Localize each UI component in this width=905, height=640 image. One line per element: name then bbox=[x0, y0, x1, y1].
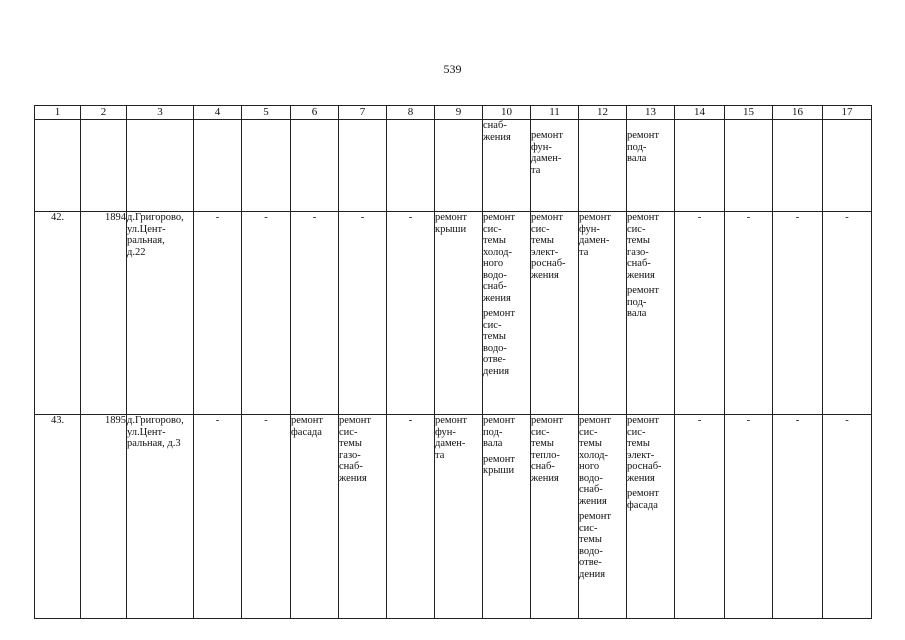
row-number: 42. bbox=[35, 212, 81, 415]
text-line: тепло- bbox=[531, 449, 560, 461]
text-line: роснаб- bbox=[531, 258, 566, 269]
text-line: фун- bbox=[579, 223, 600, 235]
table-cell bbox=[291, 120, 339, 212]
work-entry bbox=[435, 415, 482, 461]
table-cell bbox=[339, 120, 387, 212]
text-line: под- bbox=[627, 296, 647, 308]
work-entry bbox=[435, 212, 482, 235]
work-entry bbox=[627, 212, 674, 281]
text-line: снаб- bbox=[531, 461, 555, 472]
work-cell bbox=[435, 415, 483, 619]
table-cell bbox=[725, 120, 773, 212]
text-line: темы bbox=[531, 438, 554, 449]
empty-dash: - bbox=[291, 212, 339, 415]
text-line: сис- bbox=[483, 223, 502, 235]
text-line: жения bbox=[579, 495, 607, 507]
text-line: дамен- bbox=[531, 153, 562, 164]
text-line: сис- bbox=[627, 426, 646, 438]
header-cell: 7 bbox=[339, 106, 387, 120]
header-cell: 2 bbox=[81, 106, 127, 120]
text-line: дения bbox=[579, 568, 606, 580]
text-line: жения bbox=[483, 131, 511, 143]
text-line: сис- bbox=[483, 319, 502, 331]
text-line: ного bbox=[579, 461, 600, 472]
repair-schedule-table bbox=[34, 105, 872, 619]
text-line: элект- bbox=[627, 449, 655, 461]
text-line: под- bbox=[483, 426, 503, 438]
text-line: крыши bbox=[435, 223, 467, 235]
empty-dash: - bbox=[387, 212, 435, 415]
text-line: дамен- bbox=[435, 438, 466, 449]
work-entry bbox=[339, 415, 386, 484]
header-cell: 13 bbox=[627, 106, 675, 120]
text-line: жения bbox=[627, 269, 655, 281]
header-cell: 14 bbox=[675, 106, 725, 120]
empty-dash: - bbox=[823, 212, 872, 415]
text-line: снаб- bbox=[579, 484, 603, 495]
text-line: жения bbox=[531, 472, 559, 484]
address-line: ральная, д.3 bbox=[127, 438, 181, 449]
text-line: сис- bbox=[579, 522, 598, 534]
text-line: снаб- bbox=[483, 281, 507, 292]
page-number: 539 bbox=[443, 62, 462, 76]
table-cell bbox=[823, 120, 872, 212]
work-cell bbox=[483, 415, 531, 619]
text-line: сис- bbox=[531, 223, 550, 235]
address-line: д.Григорово, bbox=[127, 212, 184, 223]
header-row bbox=[35, 106, 872, 120]
header-cell: 17 bbox=[823, 106, 872, 120]
text-line: жения bbox=[339, 472, 367, 484]
table-cell bbox=[194, 120, 242, 212]
empty-dash: - bbox=[194, 415, 242, 619]
text-line: ремонт bbox=[339, 415, 372, 426]
address-line: ул.Цент- bbox=[127, 426, 166, 438]
text-line: темы bbox=[531, 235, 554, 246]
text-line: водо- bbox=[579, 472, 603, 484]
empty-dash: - bbox=[194, 212, 242, 415]
text-line: холод- bbox=[483, 246, 512, 258]
work-cell bbox=[579, 415, 627, 619]
work-entry bbox=[483, 212, 530, 304]
text-line: ремонт bbox=[579, 511, 612, 522]
work-entry bbox=[483, 415, 530, 450]
text-line: сис- bbox=[579, 426, 598, 438]
text-line: темы bbox=[339, 438, 362, 449]
text-line: ремонт bbox=[291, 415, 324, 426]
text-line: ремонт bbox=[483, 415, 516, 426]
work-cell bbox=[339, 415, 387, 619]
text-line: ремонт bbox=[435, 212, 468, 223]
text-line: фасада bbox=[291, 426, 322, 438]
work-entry bbox=[531, 130, 578, 176]
table-cell bbox=[127, 120, 194, 212]
text-line: ремонт bbox=[483, 212, 516, 223]
work-cell bbox=[483, 120, 531, 212]
table-cell bbox=[387, 120, 435, 212]
text-line: водо- bbox=[579, 545, 603, 557]
header-cell: 16 bbox=[773, 106, 823, 120]
text-line: ремонт bbox=[531, 212, 564, 223]
empty-dash: - bbox=[339, 212, 387, 415]
text-line: темы bbox=[579, 534, 602, 545]
text-line: элект- bbox=[531, 246, 559, 258]
header-cell: 6 bbox=[291, 106, 339, 120]
text-line: сис- bbox=[531, 426, 550, 438]
text-line: ремонт bbox=[435, 415, 468, 426]
work-cell bbox=[291, 415, 339, 619]
work-entry bbox=[531, 212, 578, 281]
year-built: 1894 bbox=[81, 212, 127, 415]
table-row-continuation bbox=[35, 120, 872, 212]
work-entry bbox=[579, 212, 626, 258]
text-line: ремонт bbox=[579, 415, 612, 426]
empty-dash: - bbox=[242, 212, 291, 415]
text-line: ремонт bbox=[579, 212, 612, 223]
work-entry bbox=[627, 285, 674, 320]
empty-dash: - bbox=[773, 415, 823, 619]
empty-dash: - bbox=[725, 212, 773, 415]
empty-dash: - bbox=[725, 415, 773, 619]
address-cell bbox=[127, 415, 194, 619]
work-entry bbox=[291, 415, 338, 438]
work-cell bbox=[531, 120, 579, 212]
work-entry bbox=[579, 415, 626, 507]
work-cell bbox=[531, 415, 579, 619]
text-line: водо- bbox=[483, 269, 507, 281]
work-entry bbox=[579, 511, 626, 580]
address-line: ральная, bbox=[127, 235, 165, 246]
text-line: вала bbox=[483, 438, 503, 449]
text-line: темы bbox=[483, 331, 506, 342]
text-line: снаб- bbox=[483, 120, 507, 131]
text-line: снаб- bbox=[627, 258, 651, 269]
work-entry bbox=[483, 454, 530, 477]
text-line: роснаб- bbox=[627, 461, 662, 472]
text-line: фун- bbox=[531, 141, 552, 153]
text-line: под- bbox=[627, 141, 647, 153]
address-line: д.22 bbox=[127, 246, 146, 258]
table-cell bbox=[81, 120, 127, 212]
text-line: снаб- bbox=[339, 461, 363, 472]
text-line: жения bbox=[531, 269, 559, 281]
text-line: ного bbox=[483, 258, 504, 269]
work-entry bbox=[627, 415, 674, 484]
header-cell: 1 bbox=[35, 106, 81, 120]
work-cell bbox=[435, 212, 483, 415]
text-line: крыши bbox=[483, 465, 515, 476]
text-line: ремонт bbox=[627, 488, 660, 499]
work-entry bbox=[483, 308, 530, 377]
table-cell bbox=[675, 120, 725, 212]
empty-dash: - bbox=[675, 212, 725, 415]
table-cell bbox=[435, 120, 483, 212]
text-line: та bbox=[531, 164, 541, 176]
text-line: темы bbox=[627, 235, 650, 246]
header-cell: 12 bbox=[579, 106, 627, 120]
text-line: ремонт bbox=[627, 130, 660, 141]
text-line: ремонт bbox=[531, 415, 564, 426]
text-line: та bbox=[579, 246, 589, 258]
text-line: отве- bbox=[483, 354, 506, 365]
text-line: ремонт bbox=[531, 130, 564, 141]
row-number: 43. bbox=[35, 415, 81, 619]
header-cell: 11 bbox=[531, 106, 579, 120]
text-line: ремонт bbox=[483, 308, 516, 319]
text-line: жения bbox=[627, 472, 655, 484]
empty-dash: - bbox=[773, 212, 823, 415]
table-cell bbox=[35, 120, 81, 212]
work-cell bbox=[627, 415, 675, 619]
address-line: д.Григорово, bbox=[127, 415, 184, 426]
work-entry bbox=[531, 415, 578, 484]
text-line: фасада bbox=[627, 499, 658, 511]
work-cell bbox=[531, 212, 579, 415]
address-line: ул.Цент- bbox=[127, 223, 166, 235]
text-line: холод- bbox=[579, 449, 608, 461]
table-cell bbox=[242, 120, 291, 212]
text-line: темы bbox=[483, 235, 506, 246]
work-entry bbox=[627, 488, 674, 511]
header-cell: 15 bbox=[725, 106, 773, 120]
address-cell bbox=[127, 212, 194, 415]
work-cell bbox=[627, 120, 675, 212]
text-line: ремонт bbox=[627, 212, 660, 223]
text-line: газо- bbox=[627, 246, 649, 258]
text-line: ремонт bbox=[483, 453, 516, 465]
empty-dash: - bbox=[242, 415, 291, 619]
text-line: дения bbox=[483, 365, 510, 377]
text-line: фун- bbox=[435, 426, 456, 438]
empty-dash: - bbox=[387, 415, 435, 619]
table-cell bbox=[579, 120, 627, 212]
table-cell bbox=[773, 120, 823, 212]
header-cell: 10 bbox=[483, 106, 531, 120]
header-cell: 8 bbox=[387, 106, 435, 120]
text-line: ремонт bbox=[627, 415, 660, 426]
empty-dash: - bbox=[823, 415, 872, 619]
header-cell: 4 bbox=[194, 106, 242, 120]
year-built: 1895 bbox=[81, 415, 127, 619]
text-line: жения bbox=[483, 292, 511, 304]
text-line: вала bbox=[627, 153, 647, 164]
work-entry bbox=[627, 130, 674, 165]
work-cell bbox=[579, 212, 627, 415]
text-line: сис- bbox=[339, 426, 358, 438]
text-line: дамен- bbox=[579, 235, 610, 246]
work-cell bbox=[627, 212, 675, 415]
text-line: ремонт bbox=[627, 285, 660, 296]
table-row-42 bbox=[35, 212, 872, 415]
text-line: вала bbox=[627, 308, 647, 319]
header-cell: 3 bbox=[127, 106, 194, 120]
work-entry bbox=[483, 120, 530, 143]
work-cell bbox=[483, 212, 531, 415]
header-cell: 9 bbox=[435, 106, 483, 120]
table-row-43 bbox=[35, 415, 872, 619]
text-line: газо- bbox=[339, 449, 361, 461]
text-line: та bbox=[435, 449, 445, 461]
header-cell: 5 bbox=[242, 106, 291, 120]
text-line: отве- bbox=[579, 557, 602, 568]
text-line: сис- bbox=[627, 223, 646, 235]
text-line: темы bbox=[579, 438, 602, 449]
text-line: водо- bbox=[483, 342, 507, 354]
text-line: темы bbox=[627, 438, 650, 449]
empty-dash: - bbox=[675, 415, 725, 619]
